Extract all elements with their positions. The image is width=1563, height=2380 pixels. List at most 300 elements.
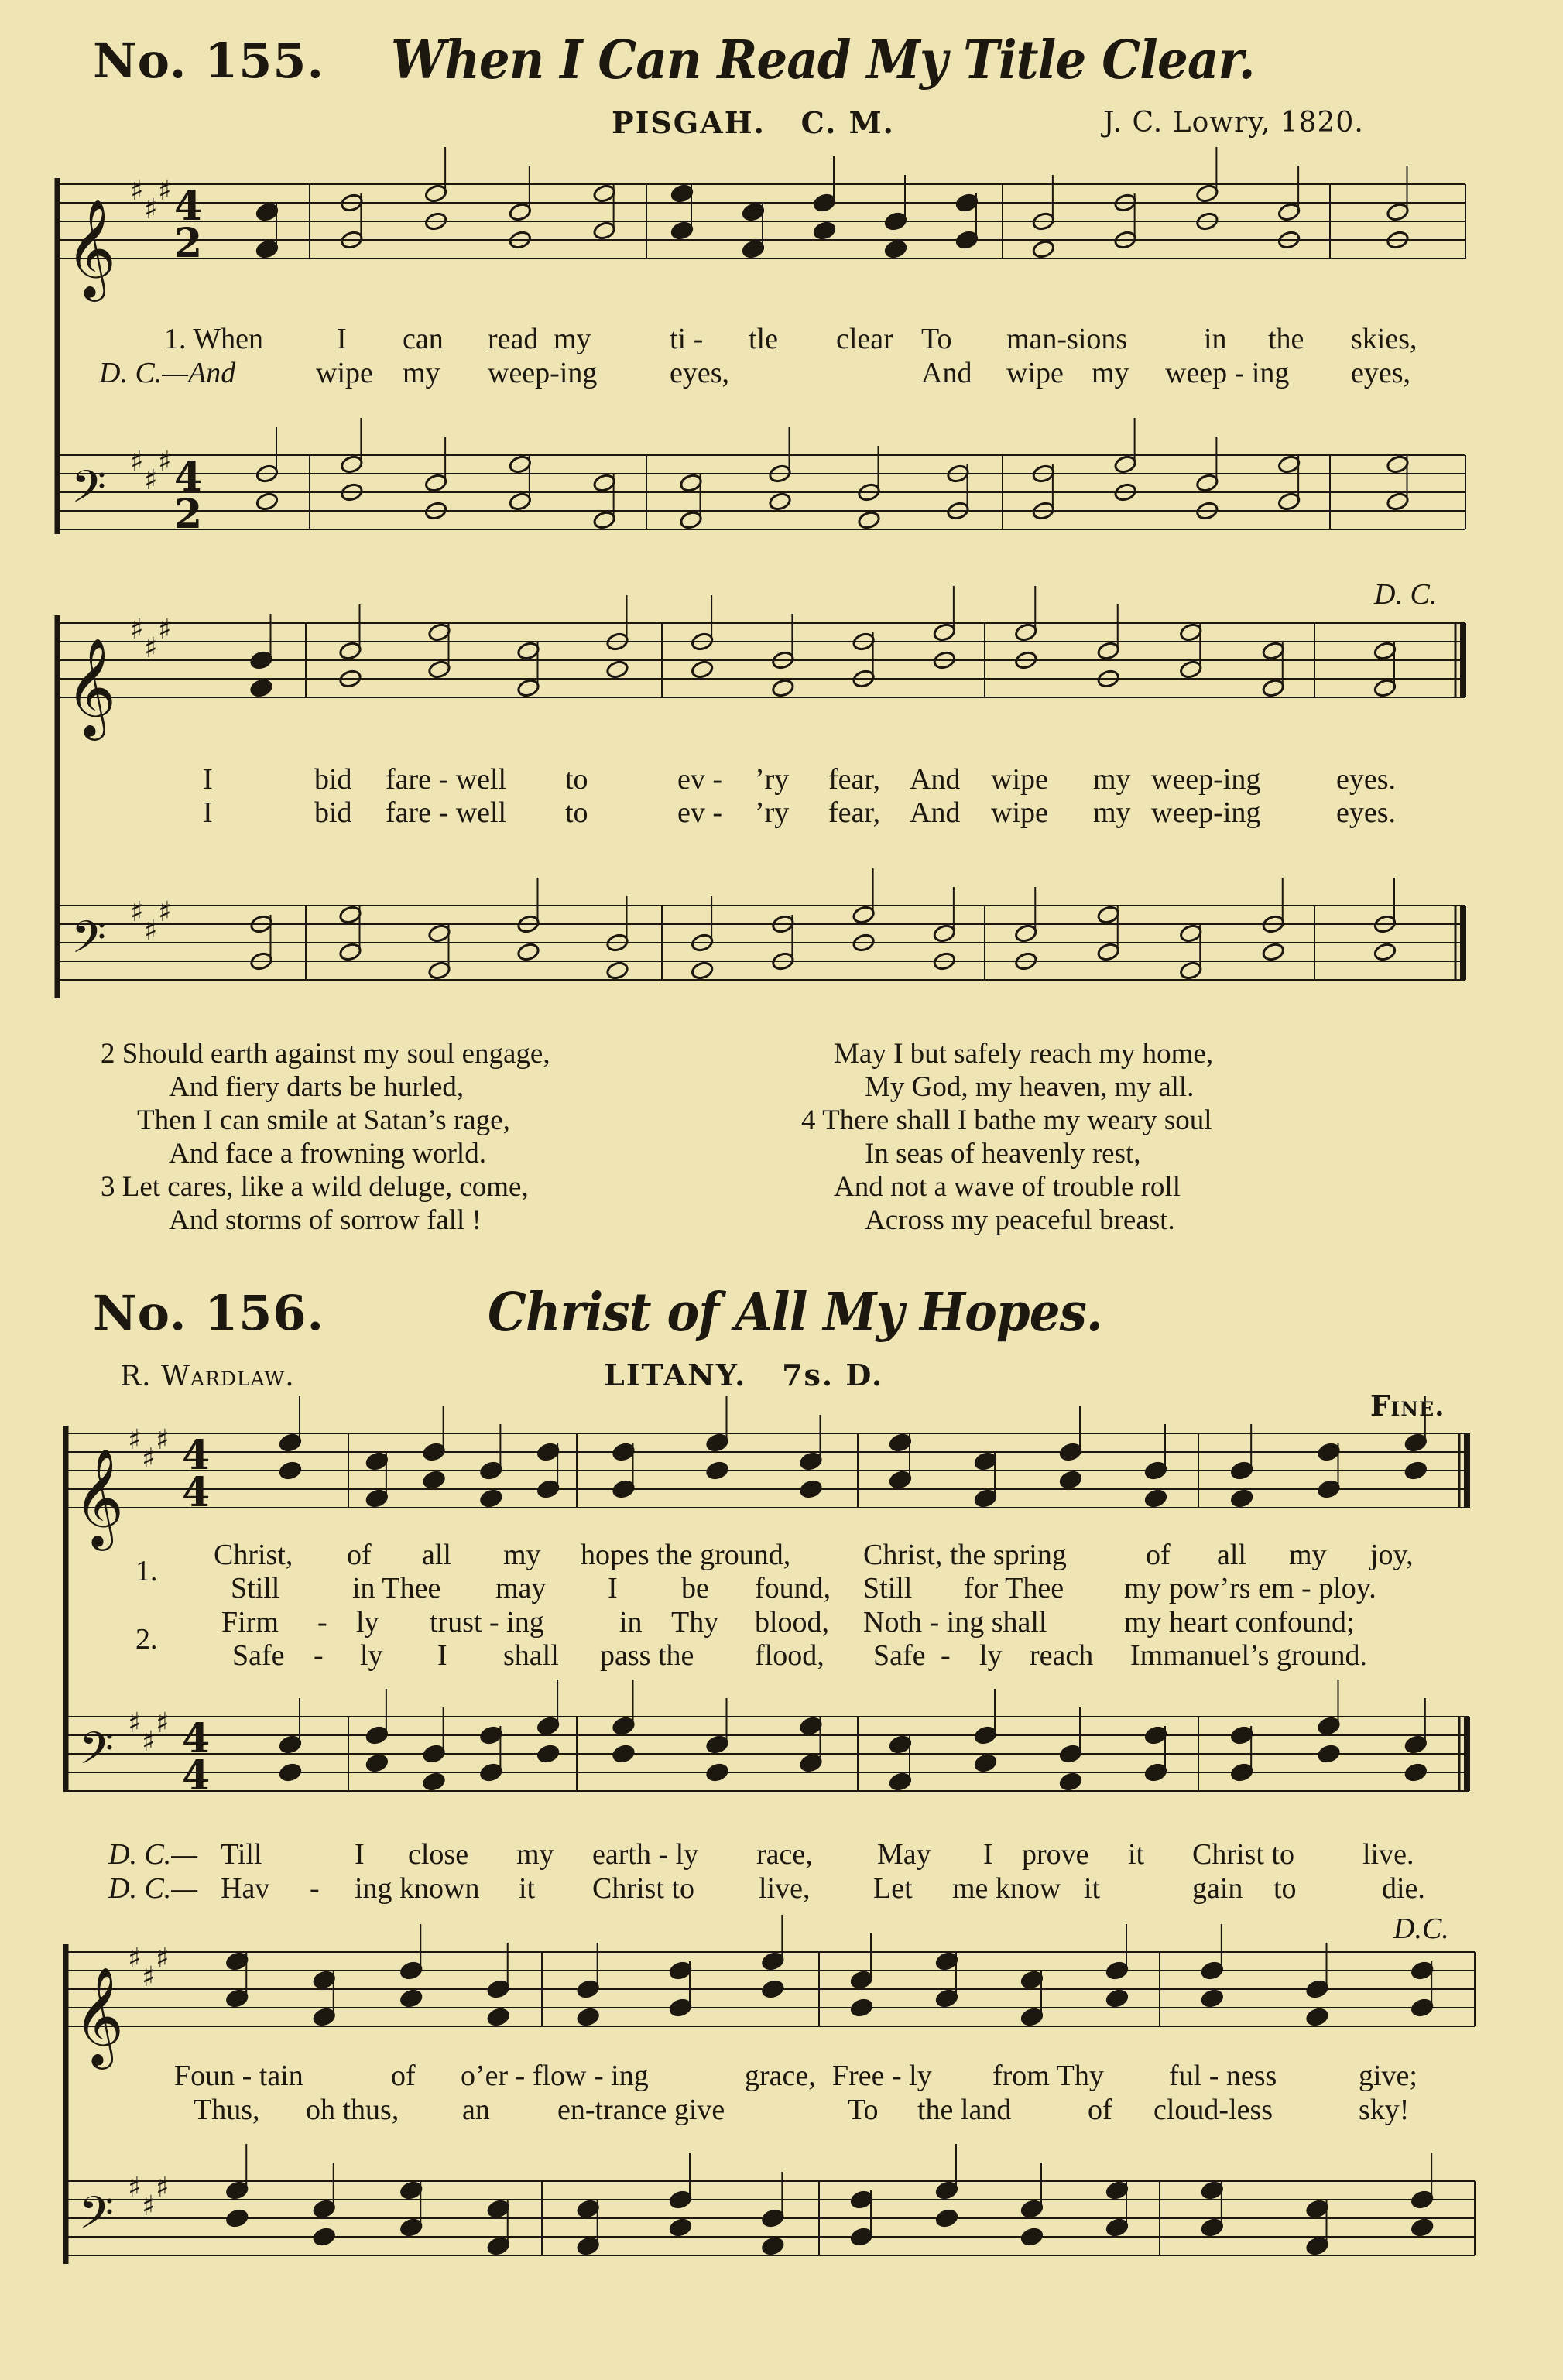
lyric: ing known	[355, 1872, 480, 1905]
lyric: -	[317, 1606, 327, 1639]
sharp-sign: ♯	[142, 2190, 156, 2222]
bass-clef: 𝄢	[79, 2187, 115, 2250]
note	[1201, 2217, 1225, 2238]
lyric: blood,	[755, 1606, 830, 1639]
note	[1230, 1461, 1254, 1481]
lyric: I	[983, 1838, 993, 1871]
lyric: Christ,	[214, 1539, 293, 1571]
sharp-sign: ♯	[158, 446, 172, 478]
lyric: weep-ing	[488, 357, 598, 389]
note	[1179, 622, 1203, 642]
bass-clef: 𝄢	[71, 911, 107, 974]
time-signature: 4	[182, 1715, 211, 1762]
note	[1404, 1433, 1428, 1453]
verse-line: 4 There shall I bathe my weary soul	[801, 1104, 1212, 1136]
lyric: -	[941, 1639, 951, 1672]
note	[1305, 2199, 1329, 2219]
note	[1195, 473, 1219, 493]
note	[742, 202, 766, 222]
note	[799, 1716, 823, 1736]
sharp-sign: ♯	[144, 193, 158, 225]
note	[312, 2227, 336, 2247]
verse-line: And face a frowning world.	[169, 1138, 486, 1169]
note	[799, 1753, 823, 1773]
sharp-sign: ♯	[156, 1707, 170, 1739]
sharp-sign: ♯	[158, 614, 172, 646]
time-signature: 4	[182, 1469, 211, 1516]
sharp-sign: ♯	[128, 1943, 142, 1974]
note	[479, 1725, 503, 1745]
lyric: of	[1146, 1539, 1171, 1571]
note	[516, 942, 540, 962]
note	[669, 1961, 693, 1981]
lyric: clear	[836, 323, 893, 355]
note	[1317, 1479, 1341, 1499]
hymn-156-number: No. 156.	[93, 1285, 325, 1341]
note	[935, 1988, 959, 2008]
note	[605, 961, 629, 981]
lyric: Thus,	[194, 2094, 260, 2126]
sharp-sign: ♯	[130, 896, 144, 928]
note	[935, 1951, 959, 1971]
note	[1386, 454, 1410, 474]
note	[1020, 2227, 1044, 2247]
lyric: in	[619, 1606, 643, 1639]
note	[509, 491, 533, 512]
lyric: I	[203, 796, 213, 829]
note	[679, 473, 703, 493]
note	[1277, 454, 1301, 474]
lyric: 1. When	[164, 323, 264, 355]
lyric: joy,	[1370, 1539, 1414, 1571]
lyric: my	[403, 357, 440, 389]
lyric: the land	[917, 2094, 1012, 2126]
note	[670, 183, 694, 204]
bass-clef: 𝄢	[71, 461, 107, 524]
lyric: Free - ly	[832, 2060, 932, 2092]
lyric: fare - well	[386, 763, 507, 796]
treble-clef: 𝄞	[74, 1447, 125, 1546]
lyric: skies,	[1351, 323, 1417, 355]
tune-name: PISGAH.	[612, 105, 766, 140]
note	[705, 1461, 729, 1481]
note	[889, 1470, 913, 1490]
lyric: weep-ing	[1151, 796, 1261, 829]
lyric: fare - well	[386, 796, 507, 829]
lyric: my	[1092, 357, 1129, 389]
note	[1373, 641, 1397, 661]
lyric: ev -	[677, 763, 723, 796]
lyric: pass the	[600, 1639, 694, 1672]
note	[1386, 491, 1410, 512]
note	[1020, 2199, 1044, 2219]
lyric: bid	[314, 796, 352, 829]
sharp-sign: ♯	[128, 1424, 142, 1456]
note	[1105, 1961, 1129, 1981]
sharp-sign: ♯	[130, 175, 144, 207]
lyric: wipe	[991, 796, 1048, 829]
lyric: ly	[979, 1639, 1003, 1672]
note	[1410, 2190, 1434, 2210]
lyric: Christ to	[1192, 1838, 1294, 1871]
lyric: Noth - ing shall	[863, 1606, 1047, 1639]
note	[850, 1998, 874, 2018]
note	[1105, 2217, 1129, 2238]
lyric: live.	[1362, 1838, 1414, 1871]
note	[1059, 1772, 1083, 1792]
note	[225, 2208, 249, 2228]
note	[1014, 923, 1038, 943]
note	[669, 1998, 693, 2018]
lyric: wipe	[991, 763, 1048, 796]
note	[340, 454, 364, 474]
note	[536, 1716, 560, 1736]
note	[479, 1461, 503, 1481]
note	[1144, 1488, 1168, 1508]
lyric: eyes,	[670, 357, 730, 389]
note	[427, 961, 451, 981]
note	[1230, 1725, 1254, 1745]
lyric: eyes.	[1336, 796, 1397, 829]
note	[1179, 923, 1203, 943]
lyric: weep - ing	[1165, 357, 1290, 389]
lyric: ly	[360, 1639, 383, 1672]
lyric: grace,	[745, 2060, 816, 2092]
note	[605, 659, 629, 680]
note	[338, 905, 362, 925]
lyric: -	[310, 1872, 320, 1905]
note	[1096, 641, 1120, 661]
note	[935, 2208, 959, 2228]
note	[249, 650, 273, 670]
lyric: Foun - tain	[174, 2060, 303, 2092]
note	[1305, 1979, 1329, 1999]
note	[1105, 1988, 1129, 2008]
lyric: for Thee	[964, 1572, 1064, 1604]
note	[312, 2199, 336, 2219]
lyric: I	[608, 1572, 618, 1604]
lyric: D. C.—	[108, 1838, 198, 1871]
note	[857, 510, 881, 530]
lyric: it	[1084, 1872, 1101, 1905]
note	[576, 2199, 600, 2219]
note	[592, 221, 616, 241]
note	[1317, 1442, 1341, 1462]
note	[592, 473, 616, 493]
sharp-sign: ♯	[128, 1707, 142, 1739]
hymn-155-number: No. 155.	[93, 33, 325, 89]
note	[850, 2190, 874, 2210]
lyric: sky!	[1359, 2094, 1410, 2126]
note	[479, 1488, 503, 1508]
note	[1020, 2007, 1044, 2027]
note	[889, 1433, 913, 1453]
note	[761, 2208, 785, 2228]
note	[365, 1753, 389, 1773]
verses-left	[101, 1037, 550, 1237]
lyric: ly	[356, 1606, 379, 1639]
note	[255, 202, 279, 222]
note	[576, 1979, 600, 1999]
lyric: cloud-less	[1153, 2094, 1273, 2126]
lyric: I	[203, 763, 213, 796]
lyric: of	[347, 1539, 372, 1571]
note	[1201, 2180, 1225, 2200]
note	[850, 1970, 874, 1990]
sharp-sign: ♯	[158, 175, 172, 207]
note	[933, 622, 957, 642]
note	[612, 1744, 636, 1764]
lyric: eyes.	[1336, 763, 1397, 796]
lyric: in Thee	[352, 1572, 441, 1604]
note	[1195, 183, 1219, 204]
note	[669, 2190, 693, 2210]
lyric: I	[355, 1838, 365, 1871]
dc-mark-156: D.C.	[1393, 1913, 1449, 1945]
note	[365, 1451, 389, 1471]
note	[225, 1988, 249, 2008]
time-signature: 2	[174, 491, 203, 538]
lyric: to	[1273, 1872, 1297, 1905]
sharp-sign: ♯	[142, 1961, 156, 1993]
note	[1179, 659, 1203, 680]
lyric: Christ, the spring	[863, 1539, 1067, 1571]
note	[670, 221, 694, 241]
verse-line: 2 Should earth against my soul engage,	[101, 1038, 550, 1070]
lyric: the	[1268, 323, 1304, 355]
meter: C. M.	[800, 105, 895, 140]
hymn-155-title: When I Can Read My Title Clear.	[391, 29, 1255, 91]
note	[935, 2180, 959, 2200]
time-signature: 2	[174, 220, 203, 267]
note	[249, 678, 273, 698]
lyric: die.	[1382, 1872, 1425, 1905]
note	[1113, 454, 1137, 474]
note	[1373, 678, 1397, 698]
note	[705, 1433, 729, 1453]
lyric: en-trance give	[557, 2094, 725, 2126]
time-signature: 4	[174, 454, 203, 501]
note	[225, 1951, 249, 1971]
note	[1410, 1961, 1434, 1981]
note	[691, 659, 715, 680]
note	[799, 1479, 823, 1499]
note	[1261, 678, 1285, 698]
lyric: Firm	[221, 1606, 279, 1639]
lyric: tle	[749, 323, 778, 355]
note	[399, 2217, 423, 2238]
meter: 7s. D.	[782, 1358, 884, 1392]
verse-line: May I but safely reach my home,	[834, 1038, 1214, 1070]
note	[427, 923, 451, 943]
note	[486, 1979, 510, 1999]
note	[768, 491, 792, 512]
note	[955, 230, 979, 250]
note	[1410, 1998, 1434, 2018]
lyric: shall	[503, 1639, 559, 1672]
lyric: prove	[1022, 1838, 1089, 1871]
note	[1144, 1461, 1168, 1481]
note	[422, 1744, 446, 1764]
lyric: in	[1204, 323, 1227, 355]
lyric: my heart confound;	[1124, 1606, 1355, 1639]
lyric: Thy	[671, 1606, 719, 1639]
note	[365, 1725, 389, 1745]
note	[1261, 641, 1285, 661]
verse-number-1: 1.	[135, 1555, 158, 1587]
hymn-156-title: Christ of All My Hopes.	[488, 1282, 1102, 1344]
verse-line: 3 Let cares, like a wild deluge, come,	[101, 1171, 529, 1203]
lyric: ev -	[677, 796, 723, 829]
note	[889, 1734, 913, 1755]
note	[479, 1762, 503, 1782]
sharp-sign: ♯	[128, 2172, 142, 2204]
lyric: to	[565, 796, 588, 829]
lyric: Let	[873, 1872, 913, 1905]
lyric: fear,	[828, 763, 881, 796]
note	[279, 1762, 303, 1782]
lyric: -	[314, 1639, 324, 1672]
lyric: my	[554, 323, 591, 355]
note	[365, 1488, 389, 1508]
note	[705, 1734, 729, 1755]
note	[705, 1762, 729, 1782]
sharp-sign: ♯	[156, 1943, 170, 1974]
verse-line: In seas of heavenly rest,	[865, 1138, 1141, 1169]
note	[509, 202, 533, 222]
note	[422, 1470, 446, 1490]
lyric: Safe	[232, 1639, 285, 1672]
lyric: oh thus,	[306, 2094, 399, 2126]
note	[1305, 2236, 1329, 2256]
note	[536, 1744, 560, 1764]
note	[1179, 961, 1203, 981]
verse-number-2: 2.	[135, 1623, 158, 1656]
sharp-sign: ♯	[144, 464, 158, 496]
note	[1305, 2007, 1329, 2027]
note	[889, 1772, 913, 1792]
lyric: may	[495, 1572, 547, 1604]
lyric: race,	[756, 1838, 813, 1871]
sharp-sign: ♯	[142, 1443, 156, 1474]
lyric: Still	[231, 1572, 280, 1604]
note	[1277, 202, 1301, 222]
note	[424, 183, 448, 204]
lyric: I	[437, 1639, 447, 1672]
note	[255, 491, 279, 512]
note	[955, 193, 979, 213]
lyric: I	[337, 323, 347, 355]
note	[1144, 1762, 1168, 1782]
treble-clef: 𝄞	[66, 198, 117, 297]
lyric: Immanuel’s ground.	[1130, 1639, 1368, 1672]
verse-line: Then I can smile at Satan’s rage,	[137, 1104, 510, 1136]
lyric: And	[921, 357, 972, 389]
note	[1317, 1744, 1341, 1764]
note	[850, 2227, 874, 2247]
note	[1105, 2180, 1129, 2200]
time-signature: 4	[174, 183, 203, 230]
note	[974, 1451, 998, 1471]
note	[691, 961, 715, 981]
note	[761, 1951, 785, 1971]
lyric: weep-ing	[1151, 763, 1261, 796]
lyric: And	[910, 796, 961, 829]
note	[1404, 1734, 1428, 1755]
lyric: earth - ly	[592, 1838, 699, 1871]
hymn-155-composer: J. C. Lowry, 1820.	[1103, 107, 1364, 139]
sharp-sign: ♯	[130, 446, 144, 478]
lyric: May	[877, 1838, 931, 1871]
lyric: Hav	[221, 1872, 270, 1905]
note	[225, 2180, 249, 2200]
note	[592, 183, 616, 204]
sharp-sign: ♯	[144, 632, 158, 664]
note	[427, 659, 451, 680]
note	[612, 1442, 636, 1462]
sharp-sign: ♯	[158, 896, 172, 928]
note	[1032, 239, 1056, 259]
note	[312, 2007, 336, 2027]
lyric: give;	[1359, 2060, 1417, 2092]
note	[338, 641, 362, 661]
sharp-sign: ♯	[156, 2172, 170, 2204]
treble-clef: 𝄞	[74, 1966, 125, 2065]
lyric: Still	[863, 1572, 913, 1604]
sharp-sign: ♯	[142, 1726, 156, 1758]
lyric: live,	[759, 1872, 811, 1905]
lyric: from Thy	[992, 2060, 1104, 2092]
note	[536, 1479, 560, 1499]
note	[761, 2236, 785, 2256]
lyric: of	[1088, 2094, 1112, 2126]
lyric: my	[503, 1539, 541, 1571]
lyric: close	[408, 1838, 469, 1871]
lyric: my	[1093, 796, 1131, 829]
note	[974, 1725, 998, 1745]
note	[592, 510, 616, 530]
note	[338, 942, 362, 962]
note	[576, 2007, 600, 2027]
verse-line: Across my peaceful breast.	[865, 1204, 1175, 1236]
note	[1404, 1461, 1428, 1481]
note	[679, 510, 703, 530]
tune-name: LITANY.	[604, 1358, 747, 1392]
lyric: my pow’rs em - ploy.	[1124, 1572, 1376, 1604]
note	[1277, 491, 1301, 512]
lyric: fear,	[828, 796, 881, 829]
note	[742, 239, 766, 259]
note	[516, 641, 540, 661]
lyric: hopes the ground,	[581, 1539, 791, 1571]
hymn-156-author: R. Wardlaw.	[120, 1361, 295, 1392]
note	[509, 454, 533, 474]
lyric: gain	[1192, 1872, 1243, 1905]
note	[974, 1488, 998, 1508]
note	[974, 1753, 998, 1773]
note	[399, 2180, 423, 2200]
lyric: read	[488, 323, 539, 355]
note	[576, 2236, 600, 2256]
note	[1059, 1744, 1083, 1764]
note	[813, 193, 837, 213]
hymn-155-row1-lyrics-line1	[164, 322, 263, 356]
lyric: it	[519, 1872, 536, 1905]
lyric: trust - ing	[430, 1606, 544, 1639]
note	[852, 905, 876, 925]
lyric: it	[1128, 1838, 1145, 1871]
lyric: To	[848, 2094, 879, 2126]
